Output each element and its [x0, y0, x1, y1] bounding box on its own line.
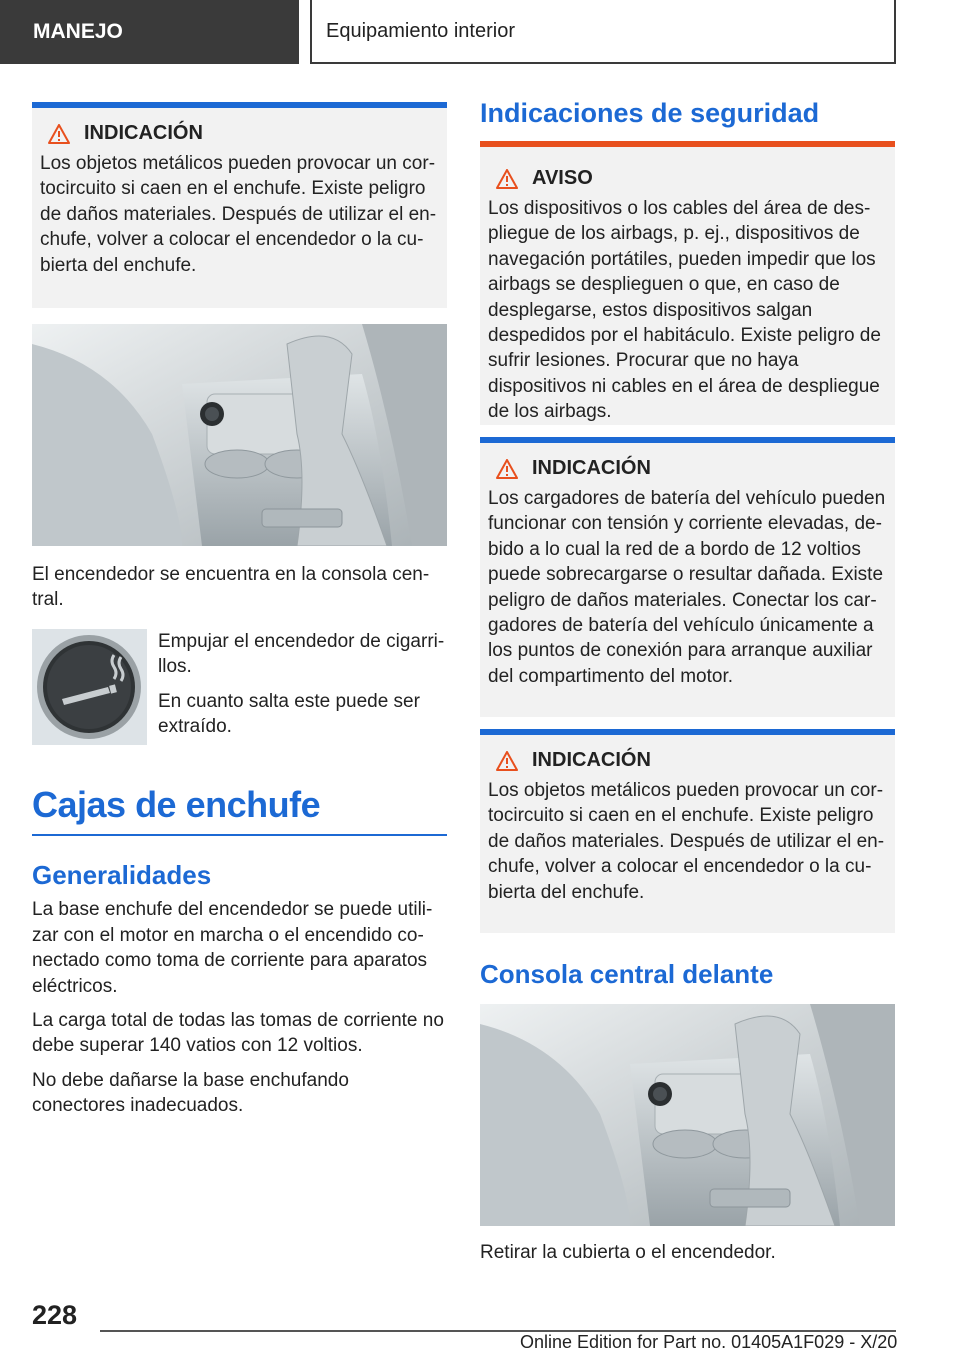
notice-indicacion-1	[480, 437, 895, 717]
paragraph: No debe dañarse la base enchufando conectores inadecuados.	[32, 1069, 349, 1117]
notice-text: Los dispositivos o los cables del área de despliegue de los airbags, p. ej., dispositivos de navegación portátiles, pueden impedir que los airbags se desplieguen o que, en caso de desplegarse, estos dispositivos salgan despedidos por el habitáculo. Existe peligro de sufrir lesiones. Procurar que no haya dispositivos ni cables en el área de despliegue de los airbags.	[488, 198, 881, 423]
section-title-seguridad: Indicaciones de seguridad	[480, 98, 820, 128]
notice-title: AVISO	[532, 167, 593, 189]
warning-triangle-icon	[496, 169, 518, 189]
notice-header	[496, 457, 887, 480]
section-header	[310, 0, 896, 64]
notice-indicacion-2	[480, 729, 895, 933]
notice-indicacion-left	[32, 102, 447, 308]
paragraph: La base enchufe del encendedor se puede utilizar con el motor en marcha o el encendido conectado como toma de corriente para aparatos eléctricos.	[32, 899, 433, 997]
lighter-step-1: Empujar el encendedor de cigarrillos.	[158, 630, 445, 678]
lighter-step-2: En cuanto salta este puede ser extraído.	[158, 690, 420, 738]
left-column	[32, 102, 447, 1128]
notice-title: INDICACIÓN	[532, 457, 651, 479]
photo-caption: El encendedor se encuentra en la consola central.	[32, 564, 430, 611]
center-console-illustration	[32, 324, 447, 546]
edition-note: Online Edition for Part no. 01405A1F029 - X/20	[520, 1332, 898, 1352]
warning-triangle-icon	[496, 751, 518, 771]
subsection-title-generalidades: Generalidades	[32, 860, 212, 891]
notice-text: Los cargadores de batería del vehículo pueden funcionar con tensión y corriente elevadas, debido a lo cual la red de a bordo de 12 voltios puede sobrecargarse o resultar dañada. Existe peligro de daños materiales. Conectar los cargadores de batería del vehículo únicamente a los puntos de conexión para arranque auxiliar del compartimento del motor.	[488, 488, 886, 687]
section-title-cajas: Cajas de enchufe	[32, 784, 447, 836]
paragraph: La carga total de todas las tomas de corriente no debe superar 140 vatios con 12 voltios.	[32, 1010, 444, 1057]
chapter-title: MANEJO	[33, 20, 123, 43]
center-console-illustration	[480, 1004, 895, 1226]
lighter-instruction	[32, 629, 447, 749]
notice-header	[496, 167, 887, 190]
section-title: Equipamiento interior	[326, 19, 515, 42]
subsection-title-consola: Consola central delante	[480, 959, 774, 989]
cigarette-lighter-icon	[32, 629, 147, 745]
safety-heading	[480, 98, 895, 147]
page-number: 228	[32, 1300, 78, 1330]
center-console-photo	[32, 324, 447, 546]
center-console-photo-2	[480, 1004, 895, 1226]
notice-title: INDICACIÓN	[532, 749, 651, 771]
notice-text: Los objetos metálicos pueden provocar un cortocircuito si caen en el enchufe. Existe peligro de daños materiales. Después de utilizar el enchufe, volver a colocar el encendedor o la cubierta del enchufe.	[488, 780, 885, 903]
warning-triangle-icon	[496, 459, 518, 479]
notice-aviso	[480, 147, 895, 425]
photo-caption: Retirar la cubierta o el encendedor.	[480, 1242, 776, 1263]
notice-text: Los objetos metálicos pueden provocar un cortocircuito si caen en el enchufe. Existe peligro de daños materiales. Después de utilizar el enchufe, volver a colocar el encendedor o la cubierta del enchufe.	[40, 153, 437, 276]
notice-header	[48, 122, 439, 145]
notice-header	[496, 749, 887, 772]
right-column	[480, 98, 895, 1274]
warning-triangle-icon	[48, 124, 70, 144]
notice-title: INDICACIÓN	[84, 122, 203, 144]
chapter-tab	[0, 0, 299, 64]
